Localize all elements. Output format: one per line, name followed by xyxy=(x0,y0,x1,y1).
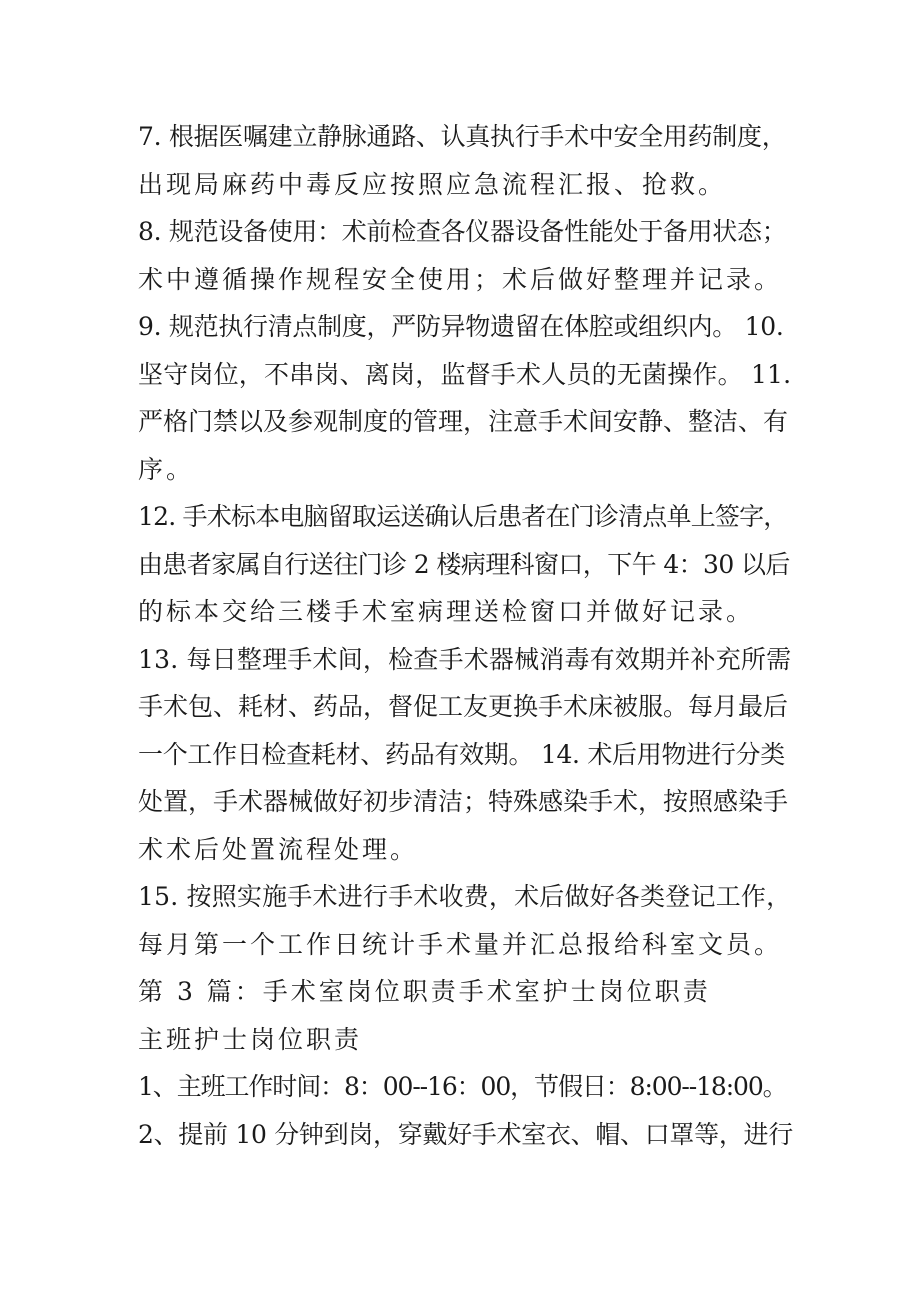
document-body xyxy=(138,113,798,1158)
duty-item-2 xyxy=(138,1111,798,1159)
text-line: 8. 规范设备使用：术前检查各仪器设备性能处于备用状态； xyxy=(138,217,787,246)
text-line: 处置，手术器械做好初步清洁；特殊感染手术，按照感染手 xyxy=(138,787,789,816)
text-line: 手术包、耗材、药品，督促工友更换手术床被服。每月最后 xyxy=(138,692,789,721)
text-line: 术术后处置流程处理。 xyxy=(138,834,419,864)
text-line: 术中遵循操作规程安全使用；术后做好整理并记录。 xyxy=(138,264,783,294)
paragraph-item-8 xyxy=(138,208,798,303)
paragraph-item-9-11 xyxy=(138,303,798,493)
paragraph-item-12 xyxy=(138,493,798,636)
paragraph-item-13-14 xyxy=(138,636,798,874)
text-line: 12. 手术标本电脑留取运送确认后患者在门诊清点单上签字， xyxy=(138,502,788,531)
text-line: 7. 根据医嘱建立静脉通路、认真执行手术中安全用药制度， xyxy=(138,122,787,151)
text-line: 由患者家属自行送往门诊 2 楼病理科窗口，下午 4：30 以后 xyxy=(138,549,790,579)
section-heading xyxy=(138,968,798,1016)
text-line: 9. 规范执行清点制度，严防异物遗留在体腔或组织内。 10. xyxy=(138,312,784,341)
text-line: 一个工作日检查耗材、药品有效期。 14. 术后用物进行分类 xyxy=(138,739,785,769)
subsection-title: 主班护士岗位职责 xyxy=(138,1024,363,1054)
duty-item-1 xyxy=(138,1063,798,1111)
text-line: 13. 每日整理手术间，检查手术器械消毒有效期并补充所需 xyxy=(138,644,792,674)
text-line: 严格门禁以及参观制度的管理，注意手术间安静、整洁、有 xyxy=(138,407,789,436)
text-line: 的标本交给三楼手术室病理送检窗口并做好记录。 xyxy=(138,597,755,626)
text-line: 15. 按照实施手术进行手术收费，术后做好各类登记工作， xyxy=(138,882,792,911)
paragraph-item-7 xyxy=(138,113,798,208)
subsection-heading xyxy=(138,1016,798,1064)
text-line: 每月第一个工作日统计手术量并汇总报给科室文员。 xyxy=(138,929,783,959)
text-line: 序。 xyxy=(138,454,195,484)
text-line: 1、主班工作时间：8：00--16：00，节假日：8:00--18:00。 xyxy=(138,1072,787,1101)
text-line: 坚守岗位，不串岗、离岗，监督手术人员的无菌操作。 11. xyxy=(138,359,792,389)
section-title: 第 3 篇：手术室岗位职责手术室护士岗位职责 xyxy=(138,977,711,1006)
text-line: 出现局麻药中毒反应按照应急流程汇报、抢救。 xyxy=(138,169,727,199)
paragraph-item-15 xyxy=(138,873,798,968)
text-line: 2、提前 10 分钟到岗，穿戴好手术室衣、帽、口罩等，进行 xyxy=(138,1119,793,1149)
